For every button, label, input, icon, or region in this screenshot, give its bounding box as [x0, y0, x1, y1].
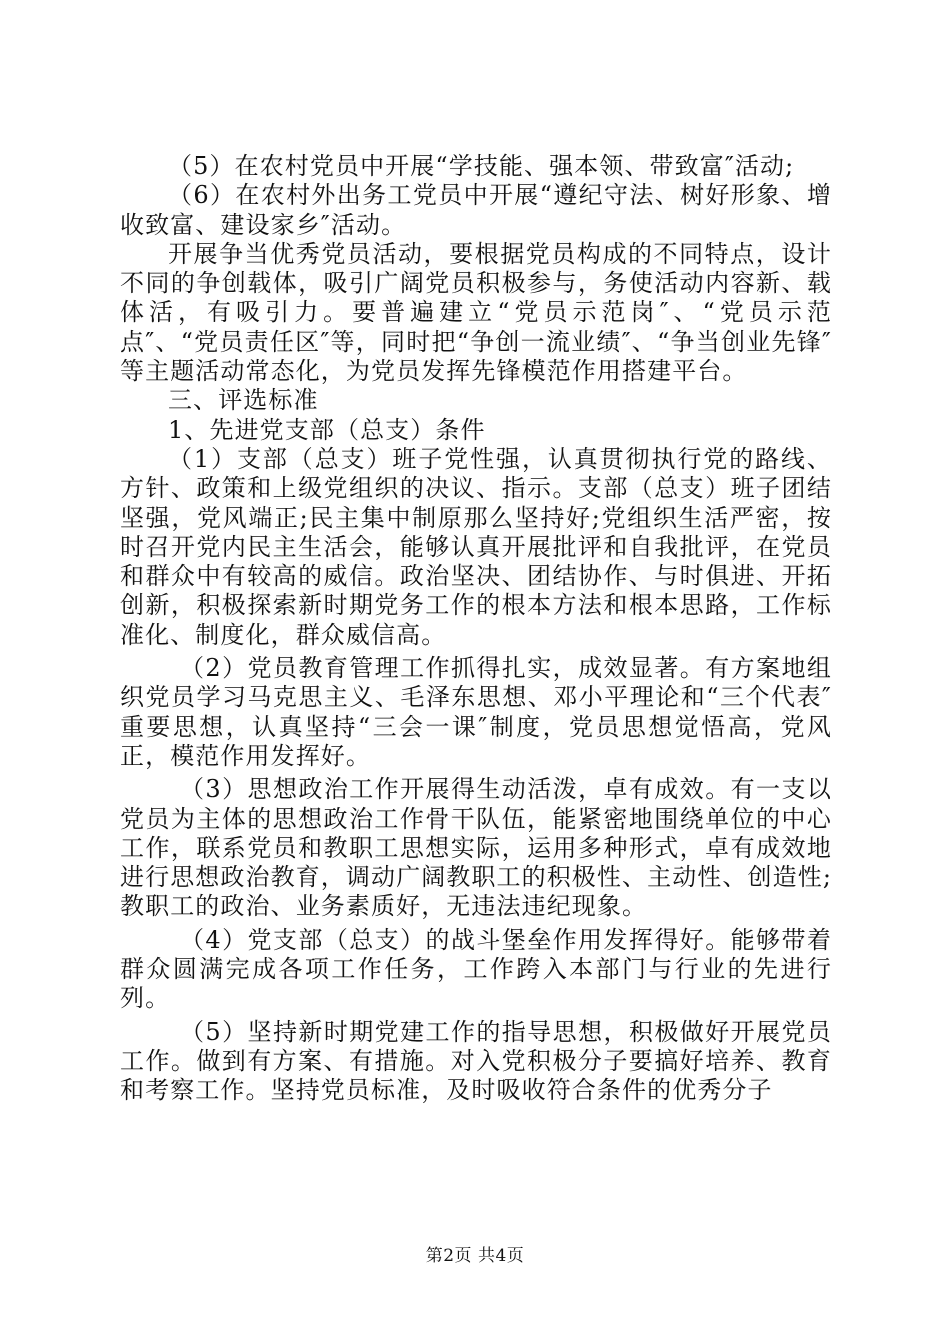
- subsection-heading-branch-conditions: 1、先进党支部（总支）条件: [168, 415, 486, 444]
- paragraph-activity-intro: 开展争当优秀党员活动，要根据党员构成的不同特点，设计不同的争创载体，吸引广阔党员积极参与，务使活动内容新、载体活，有吸引力。要普遍建立“党员示范岗″、“党员示范点″、“党员责任区″等，同时把“争创一流业绩″、“争当创业先锋″等主题活动常态化，为党员发挥先锋模范作用搭建平台。: [120, 239, 832, 386]
- paragraph-condition-1: （1）支部（总支）班子党性强，认真贯彻执行党的路线、方针、政策和上级党组织的决议、指示。支部（总支）班子团结坚强，党风端正;民主集中制原那么坚持好;党组织生活严密，按时召开党内民主生活会，能够认真开展批评和自我批评，在党员和群众中有较高的威信。政治坚决、团结协作、与时俱进、开拓创新，积极探索新时期党务工作的根本方法和根本思路，工作标准化、制度化，群众威信高。: [120, 444, 832, 649]
- paragraph-condition-4: （4）党支部（总支）的战斗堡垒作用发挥得好。能够带着群众圆满完成各项工作任务，工作跨入本部门与行业的先进行列。: [120, 925, 832, 1013]
- document-body: [120, 152, 832, 1106]
- page-number-footer: 第2页 共4页: [425, 1246, 525, 1266]
- paragraph-item-5: （5）在农村党员中开展“学技能、强本领、带致富″活动;: [168, 152, 795, 180]
- section-heading-criteria: 三、评选标准: [168, 386, 319, 415]
- paragraph-condition-2: （2）党员教育管理工作抓得扎实，成效显著。有方案地组织党员学习马克思主义、毛泽东思想、邓小平理论和“三个代表″重要思想，认真坚持“三会一课″制度，党员思想觉悟高，党风正，模范作用发挥好。: [120, 654, 832, 770]
- paragraph-condition-5: （5）坚持新时期党建工作的指导思想，积极做好开展党员工作。做到有方案、有措施。对入党积极分子要搞好培养、教育和考察工作。坚持党员标准，及时吸收符合条件的优秀分子: [120, 1017, 832, 1105]
- paragraph-condition-3: （3）思想政治工作开展得生动活泼，卓有成效。有一支以党员为主体的思想政治工作骨干队伍，能紧密地围绕单位的中心工作，联系党员和教职工思想实际，运用多种形式，卓有成效地进行思想政治教育，调动广阔教职工的积极性、主动性、创造性;教职工的政治、业务素质好，无违法违纪现象。: [120, 775, 832, 921]
- paragraph-item-6: （6）在农村外出务工党员中开展“遵纪守法、树好形象、增收致富、建设家乡″活动。: [120, 181, 832, 239]
